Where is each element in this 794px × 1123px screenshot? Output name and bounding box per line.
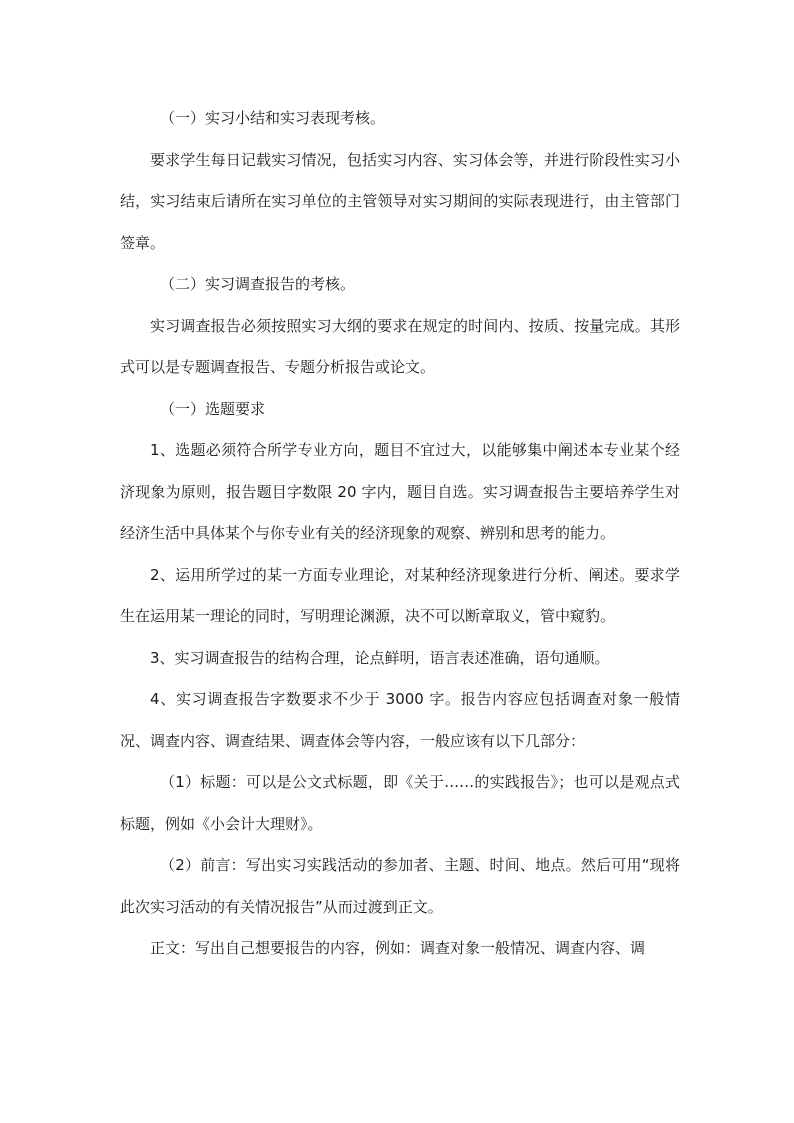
list-item-2-theory: 2、运用所学过的某一方面专业理论，对某种经济现象进行分析、阐述。要求学生在运用某一理论的同时，写明理论渊源，决不可以断章取义，管中窥豹。 bbox=[120, 565, 680, 625]
section-heading-report-assessment: （二）实习调查报告的考核。 bbox=[160, 275, 356, 293]
list-item-3-structure: 3、实习调查报告的结构合理，论点鲜明，语言表述准确，语句通顺。 bbox=[150, 648, 610, 667]
sub-item-1-title: （1）标题：可以是公文式标题，即《关于……的实践报告》；也可以是观点式标题，例如《小会计大理财》。 bbox=[120, 773, 680, 833]
paragraph-main-body: 正文：写出自己想要报告的内容，例如：调查对象一般情况、调查内容、调 bbox=[150, 939, 646, 957]
paragraph-report-requirements: 实习调查报告必须按照实习大纲的要求在规定的时间内、按质、按量完成。其形式可以是专题调查报告、专题分析报告或论文。 bbox=[120, 316, 680, 376]
section-heading-topic-selection: （一）选题要求 bbox=[160, 399, 266, 418]
paragraph-daily-record: 要求学生每日记载实习情况，包括实习内容、实习体会等，并进行阶段性实习小结，实习结束后请所在实习单位的主管领导对实习期间的实际表现进行，由主管部门签章。 bbox=[120, 150, 680, 252]
list-item-1-topic: 1、选题必须符合所学专业方向，题目不宜过大，以能够集中阐述本专业某个经济现象为原则，报告题目字数限 20 字内，题目自选。实习调查报告主要培养学生对经济生活中具体某个与你专业有关的经济现象的观察、辨别和思考的能力。 bbox=[120, 441, 680, 542]
list-item-4-word-count: 4、实习调查报告字数要求不少于 3000 字。报告内容应包括调查对象一般情况、调查内容、调查结果、调查体会等内容，一般应该有以下几部分： bbox=[120, 690, 680, 750]
section-heading-summary-assessment: （一）实习小结和实习表现考核。 bbox=[160, 109, 386, 127]
sub-item-2-preface: （2）前言：写出实习实践活动的参加者、主题、时间、地点。然后可用“现将此次实习活动的有关情况报告”从而过渡到正文。 bbox=[120, 856, 680, 916]
document-body bbox=[120, 98, 680, 970]
